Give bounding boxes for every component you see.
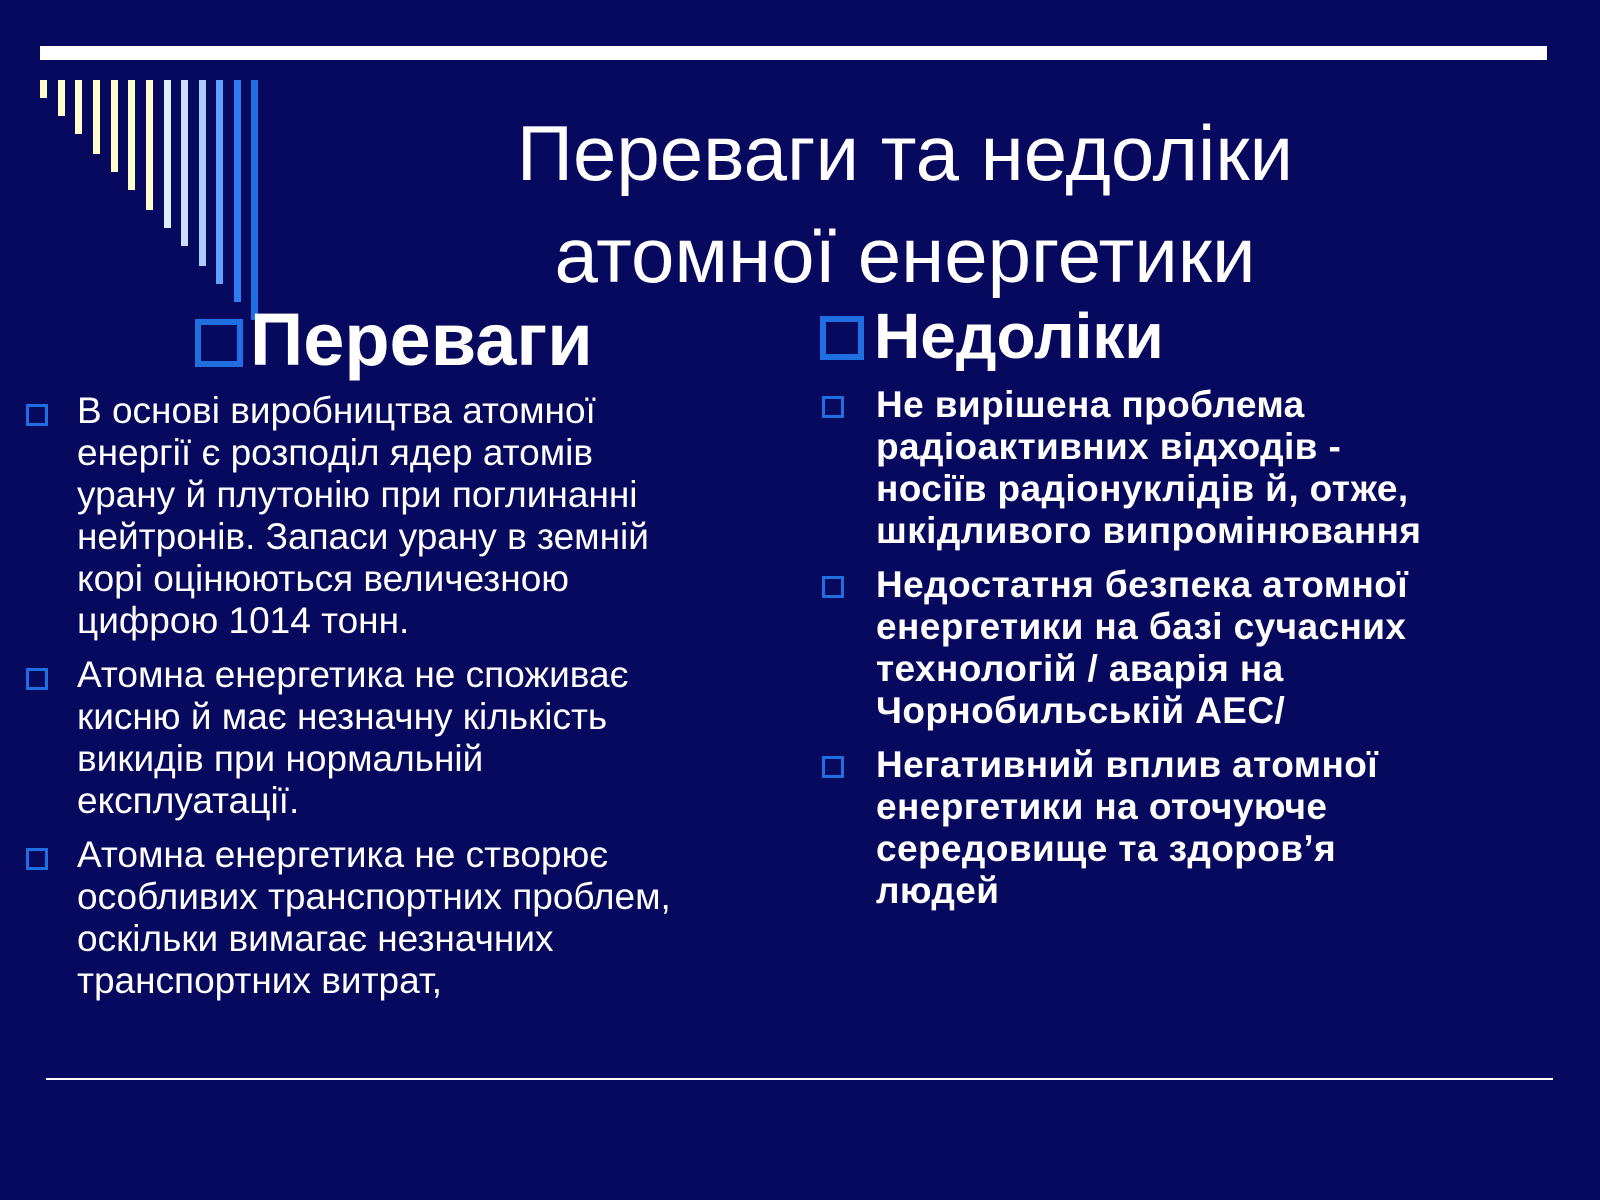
hollow-square-bullet-icon <box>822 576 844 598</box>
list-item-text: Атомна енергетика не споживає кисню й має незначну кількість викидів при нормальній експлуатації. <box>77 654 629 821</box>
hollow-square-bullet-icon <box>822 396 844 418</box>
title-line-1: Переваги та недоліки <box>516 109 1294 197</box>
stripe <box>216 80 223 284</box>
stripe <box>164 80 171 228</box>
stripe <box>199 80 206 266</box>
stripe <box>111 80 118 172</box>
advantages-heading <box>195 300 593 380</box>
stripe <box>58 80 65 116</box>
hollow-square-bullet-icon <box>26 404 48 426</box>
stripe <box>40 80 47 98</box>
stripe <box>75 80 82 134</box>
disadvantages-heading-text: Недоліки <box>874 300 1164 372</box>
list-item <box>818 564 1588 732</box>
hollow-square-bullet-icon <box>26 848 48 870</box>
title-line-2: атомної енергетики <box>554 211 1256 299</box>
list-item-text: Не вирішена проблема радіоактивних відходів - носіїв радіонуклідів й, отже, шкідливого випромінювання <box>876 384 1422 551</box>
list-item-text: Атомна енергетика не створює особливих транспортних проблем, оскільки вимагає незначних транспортних витрат, <box>77 834 671 1001</box>
advantages-list <box>20 390 800 1014</box>
bottom-rule <box>46 1078 1553 1080</box>
stripe <box>251 80 258 320</box>
list-item-text: Недостатня безпека атомної енергетики на базі сучасних технологій / аварія на Чорнобильській АЕС/ <box>876 564 1409 731</box>
list-item <box>818 384 1588 552</box>
hollow-square-bullet-icon <box>195 319 243 367</box>
stripe <box>146 80 153 210</box>
list-item <box>20 390 800 642</box>
stripe <box>181 80 188 246</box>
list-item <box>20 834 800 1002</box>
slide-title <box>370 102 1440 306</box>
hollow-square-bullet-icon <box>26 668 48 690</box>
list-item <box>818 744 1588 912</box>
stripe <box>93 80 100 154</box>
advantages-heading-text: Переваги <box>250 298 593 381</box>
list-item-text: Негативний вплив атомної енергетики на оточуюче середовище та здоров’я людей <box>876 744 1379 911</box>
list-item <box>20 654 800 822</box>
stripe <box>234 80 241 302</box>
list-item-text: В основі виробництва атомної енергії є розподіл ядер атомів урану й плутонію при поглинанні нейтронів. Запаси урану в земній корі оцінюються величезною цифрою 1014 тонн. <box>77 390 649 641</box>
top-rule <box>40 46 1547 60</box>
disadvantages-list <box>818 384 1588 924</box>
disadvantages-heading <box>820 300 1164 372</box>
stripe <box>128 80 135 190</box>
hollow-square-bullet-icon <box>820 316 864 360</box>
hollow-square-bullet-icon <box>822 756 844 778</box>
